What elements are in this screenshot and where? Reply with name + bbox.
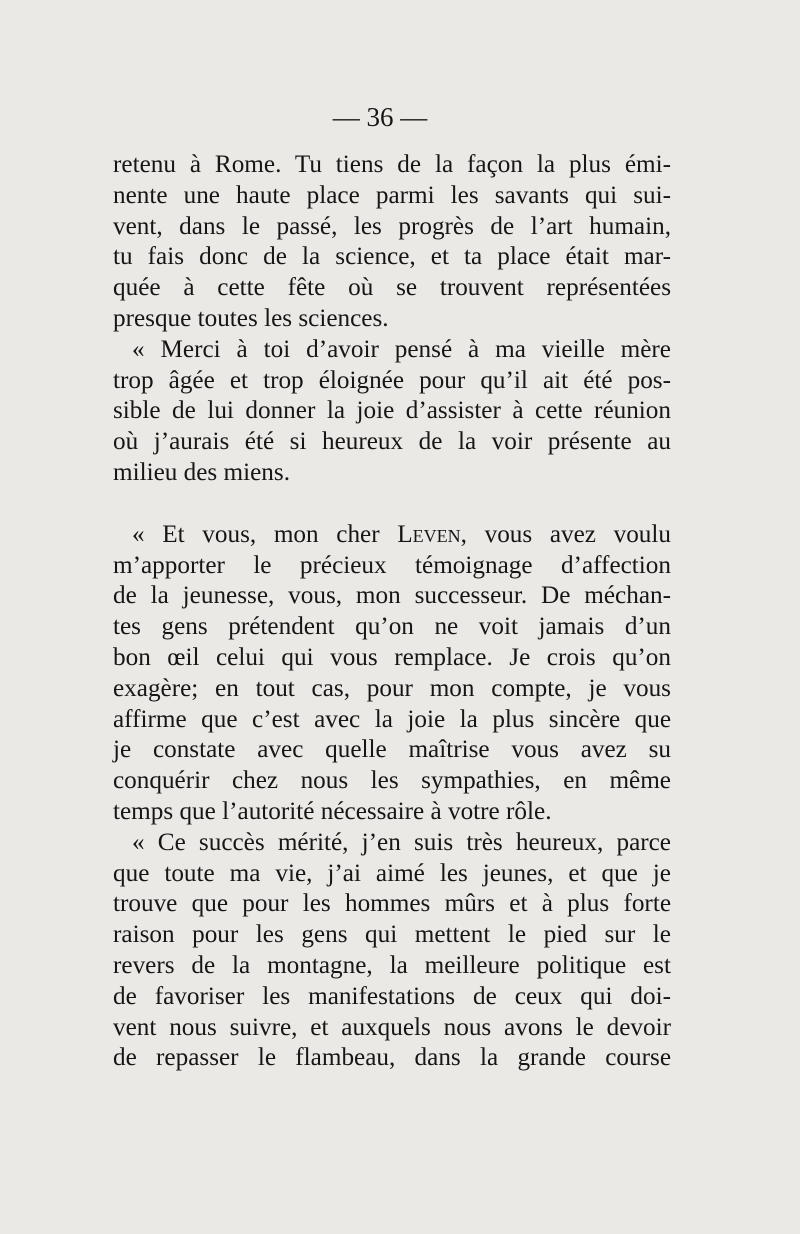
text-fragment: , vous avez voulu xyxy=(460,520,671,548)
paragraph-gap xyxy=(113,489,671,520)
text-line: « Merci à toi d’avoir pensé à ma vieille mère xyxy=(132,335,671,363)
paragraph-3 xyxy=(113,520,671,828)
text-line: milieu des miens. xyxy=(113,458,290,486)
text-line: que toute ma vie, j’ai aimé les jeunes, et que je xyxy=(113,859,671,887)
text-line: trop âgée et trop éloignée pour qu’il ait été pos- xyxy=(113,366,671,394)
text-line: je constate avec quelle maîtrise vous avez su xyxy=(113,736,671,764)
paragraph-4 xyxy=(113,828,671,1074)
text-line: tes gens prétendent qu’on ne voit jamais d’un xyxy=(113,613,671,641)
text-line: « Ce succès mérité, j’en suis très heureux, parce xyxy=(132,828,671,856)
text-line: trouve que pour les hommes mûrs et à plus forte xyxy=(113,890,671,918)
text-fragment: « Et vous, mon cher xyxy=(132,520,398,548)
text-line: quée à cette fête où se trouvent représentées xyxy=(113,274,671,302)
text-line: où j’aurais été si heureux de la voir présente au xyxy=(113,428,671,456)
text-line: exagère; en tout cas, pour mon compte, je vous xyxy=(113,674,671,702)
text-line: affirme que c’est avec la joie la plus sincère que xyxy=(113,705,671,733)
text-line: bon œil celui qui vous remplace. Je crois qu’on xyxy=(113,643,671,671)
paragraph-2 xyxy=(113,335,671,489)
text-line: raison pour les gens qui mettent le pied sur le xyxy=(113,921,671,949)
text-line: vent nous suivre, et auxquels nous avons le devoir xyxy=(113,1013,671,1041)
text-line: nente une haute place parmi les savants qui sui- xyxy=(113,181,671,209)
person-name: Leven xyxy=(397,520,461,548)
text-line: de favoriser les manifestations de ceux qui doi- xyxy=(113,982,671,1010)
paragraph-1 xyxy=(113,150,671,335)
text-line: conquérir chez nous les sympathies, en même xyxy=(113,767,671,795)
page-number: — 36 — xyxy=(332,102,428,132)
text-line: sible de lui donner la joie d’assister à cette réunion xyxy=(113,397,671,425)
text-line xyxy=(113,520,671,551)
text-line: m’apporter le précieux témoignage d’affection xyxy=(113,551,671,579)
text-line: vent, dans le passé, les progrès de l’art humain, xyxy=(113,212,671,240)
text-line: tu fais donc de la science, et ta place était mar- xyxy=(113,243,671,271)
text-line: revers de la montagne, la meilleure politique est xyxy=(113,951,671,979)
text-line: de repasser le flambeau, dans la grande course xyxy=(113,1044,671,1072)
text-line: temps que l’autorité nécessaire à votre rôle. xyxy=(113,797,552,825)
text-line: de la jeunesse, vous, mon successeur. De méchan- xyxy=(113,582,671,610)
page-body-text xyxy=(113,150,671,1074)
text-line: presque toutes les sciences. xyxy=(113,304,389,332)
text-line: retenu à Rome. Tu tiens de la façon la plus émi- xyxy=(113,151,671,178)
